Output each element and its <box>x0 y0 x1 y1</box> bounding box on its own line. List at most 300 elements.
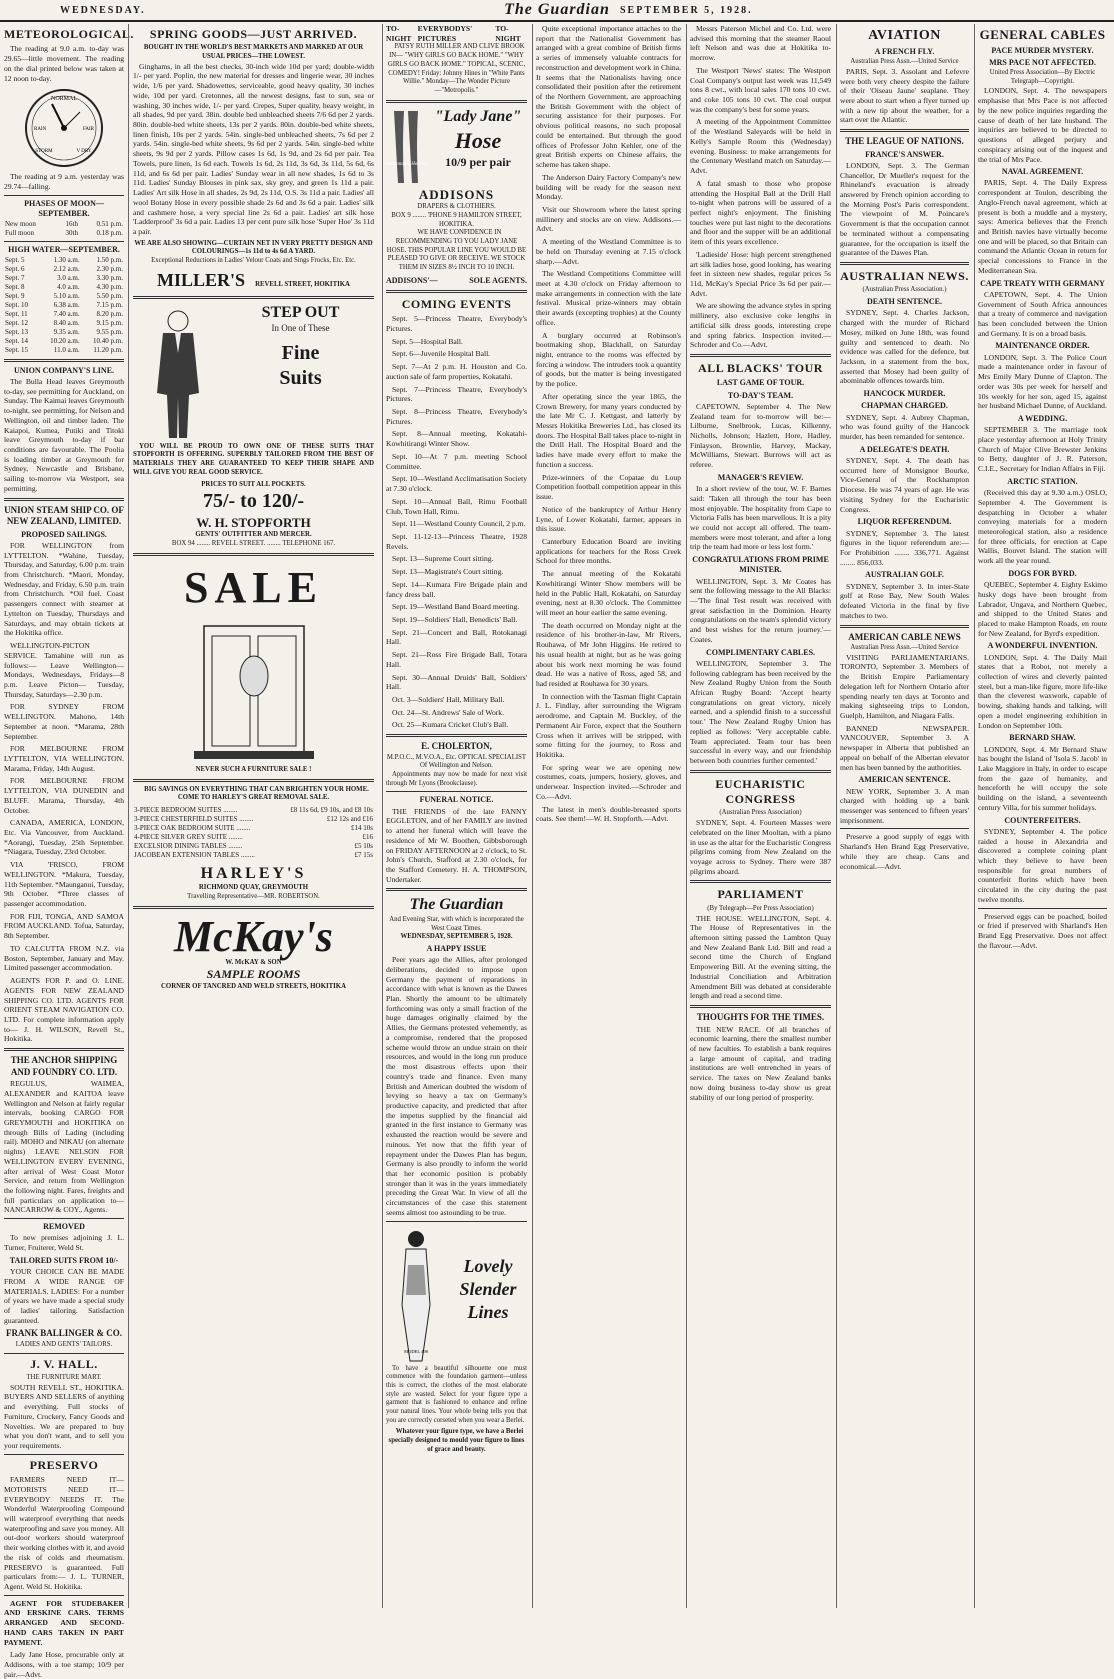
high-water-row-cell: 7.40 a.m. <box>53 310 80 318</box>
harleys-address: RICHMOND QUAY, GREYMOUTH <box>198 884 309 892</box>
col4-text1: Quite exceptional importance attaches to the report that the Nationalist Government has arranged with a great combine of British firms a series of immensely valuable contracts for reconstruction and development work in China. It seems that the Nationalists having once consolidated their position after the retirement of the Northern Government, are approaching the British Government with the object of securing assistance for their purposes. For obvious political reasons, no such proposal could be entertained. But through the good offices of Professor John Kehler, one of the great British experts on Chinese affairs, the scheme has taken shape. <box>536 24 681 170</box>
high-water-row-cell: 2.30 p.m. <box>96 265 123 274</box>
delegate-heading: A DELEGATE'S DEATH. <box>859 444 950 454</box>
lovely: Lovely <box>463 1255 513 1276</box>
col4-text8: Notice of the bankruptcy of Arthur Henry Lyne, of Lower Kokatahi, farmer, appears in this issue. <box>536 504 681 534</box>
picton-text: WELLINGTON-PICTON SERVICE. Tamahine will run as follows:— Leave Wellington— Mondays, Wednesdays, Fridays—8 p.m. Leave Picton— Tuesday, Thursday, Saturdays—2.30 p.m. <box>4 641 124 699</box>
event-item: Oct. 3—Soldiers' Hall, Military Ball. <box>392 695 505 704</box>
hose-note: Lady Jane Hose, procurable only at Addisons, with a toe stamp; 10/9 per pair.—Advt. <box>4 1650 124 1679</box>
event-item: Oct. 24—St. Andrews' Sale of Work. <box>392 707 504 717</box>
sole-agents: SOLE AGENTS. <box>469 275 527 285</box>
event-item: Sept. 5—Hospital Ball. <box>392 336 463 346</box>
golf-heading: AUSTRALIAN GOLF. <box>865 570 944 580</box>
event-item: Sept. 10—At 7 p.m. meeting School Committee. <box>386 451 527 471</box>
cables-text: WELLINGTON, September 3. The following cablegram has been received by the New Zealand Rugby Union from the South African Rugby Board: 'Accept hearty congratulations on great victory, nicely earned, and a splendid finish to a successful tour.' The New Zealand Rugby Union has replied as follows: 'Very acceptable cable. Team appreciated. Team tour has been successful in every way, and our friendship between both countries further cemented.' <box>690 658 831 766</box>
cholerton-text: Appointments may now be made for next visit through Mr Lyons (Brookclause). <box>386 771 527 787</box>
high-water-row-cell: 4.30 p.m. <box>96 283 123 292</box>
hose-legs-illustration <box>386 107 426 187</box>
congrat-text: WELLINGTON, Sept. 3. Mr Coates has sent the following message to the All Blacks:—'The final Test result was received with great satisfaction in the Dominion. Hearty congratulations on the team's splendid victory and best wishes for the return journey.'—Coates. <box>690 576 831 644</box>
high-water-row-cell: Sept. 8 <box>5 283 25 292</box>
event-item: Sept. 7—At 2 p.m. H. Houston and Co. auction sale of farm properties, Kokatahi. <box>386 362 527 381</box>
col5-text6: We are showing the advance styles in spring millinery, also exclusive coke lengths in artificial silk dress goods, interesting crepe and spring fabrics. Inspection invited.—Schroder and Co.—Advt. <box>690 301 831 350</box>
savings-text: BIG SAVINGS ON EVERYTHING THAT CAN BRIGHTEN YOUR HOME. COME TO HARLEY'S GREAT REMOVAL SALE. <box>144 785 369 802</box>
high-water-row-cell: 11.0 a.m. <box>53 345 80 354</box>
col4-text6: A burglary occurred at Robinson's bootmaking shop, Blackhall, on Saturday night, entrance to the rooms was effected by forcing a window. The intruders took a quantity of goods, but the matter is being investigated by the police. <box>536 330 681 389</box>
general-cables-heading: GENERAL CABLES <box>979 27 1106 42</box>
spring-goods-text: Ginghams, in all the best checks, 30-inch wide 10d per yard; double-width 1/- per yard. Poplin, the new material for dresses and lingerie wear, 30 inches wide, 1/6 per yard. Shadowettes, serviceable, good heavy quality, 30 inches wide, 10d per yard. Cretonnes, all the newest designs, fast to sun, sea or washing, 30 inches wide, 1/- per yard. Crepes, Super quality, heavy weight, in all shades, 9d per yard. 38in. double bed unbleached sheets 7/6 6d per 2 yards. 80in. double-bed white sheets, 13s per 2 yards. 80in. double-bed white sheets, linen finish, 10s per 2 yards. 54in. single-bed unbleached sheets, 7s 6d per 2 yards. 54in. single-bed white sheets, 9s 6d per 2 yards. 54in. single-bed white sheets, 9s 9d per 2 yards. Pillow cases 1s 6d, 1s 9d, and 2s 6d per pair. Tea Towels, pure linen, 1s 6d each. Towels 1s 6d, 2s 11d, 3s 6d, 3s 11d, 5s 6d, 6s 11d, and 6s 6d per pair. Ladies' Sunday wear in all new shades, 1s 6d to 3s 11d. Ladies' Sunday Blouses in pink sax, sky grey, and green 1s 11d a pair. Ladies' Art silk Hose in all shades, 2s 9d, 2s 11d, O.S. 3s 11d a pair. Ladies' all wool Botany Hose in every possible shade 2s 6d and 3s 6d a pair. Ladies' silk and cashmere hose, a very special line 2s 6d a pair. Ladies' art silk hose 'Ladderproof' 3s 6d a pair. Ladies 13 per cent pure silk hose 'Super Hoe' 3s 11d a pair. <box>133 61 374 236</box>
fashionable-hosiery: Fashionable Hosiery <box>384 161 428 167</box>
ballinger-name: FRANK BALLINGER & CO. <box>5 1328 122 1339</box>
corset-text: To have a beautiful silhouette one must commence with the foundation garment—unless this is correct, the clothes of the most elaborate style are wasted. Select for your figure type a garment that is fashioned to enhance and refine your natural lines. Your whole being tells you that you are correctly corseted when you wear a Berlei. <box>386 1364 527 1424</box>
cables-heading: COMPLIMENTARY CABLES. <box>705 647 816 657</box>
column-2 <box>128 24 378 1608</box>
column-6 <box>836 24 972 1608</box>
australian-heading: AUSTRALIAN NEWS. <box>840 269 969 284</box>
high-water-row-cell: 3.30 p.m. <box>96 274 123 283</box>
high-water-row-cell: Sept. 13 <box>5 327 28 336</box>
sale-item-row-cell: £14 10s <box>351 824 373 833</box>
events-list <box>386 314 527 730</box>
moon-row <box>4 220 124 229</box>
nanaimo-text: BANNED NEWSPAPER. VANCOUVER, September 3. A newspaper in Alberta that published an appeal on behalf of the Albertan elevator men has been banned by the authorities. <box>840 723 969 772</box>
millers-address: REVELL STREET, HOKITIKA <box>255 280 350 288</box>
guardian-title: The Guardian <box>409 896 504 914</box>
column-3 <box>382 24 530 1608</box>
event-item: Sept. 30—Annual Druids' Ball, Soldiers' Hall. <box>386 672 527 692</box>
high-water-row-cell: 8.20 p.m. <box>96 310 123 318</box>
col7-bottom: Preserved eggs can be poached, boiled or fried if preserved with Sharland's Hen Brand Egg Preservative. Does not affect the flavour.—Advt. <box>978 911 1107 950</box>
high-water-row <box>4 256 124 265</box>
high-water-row-cell: Sept. 12 <box>5 318 28 327</box>
invention-text: LONDON, Sept. 4. The Daily Mail states that a Robot, not merely a collection of wires and cleverly painted steel, but a man-like figure, more life-like than the cleverest waxwork, capable of bowing, shaking hands and talking, will open a model engineering exhibition in London on September 10th. <box>978 652 1107 730</box>
high-water-row-cell: Sept. 7 <box>5 274 25 283</box>
event-item: Sept. 14—Kumara Fire Brigade plain and fancy dress ball. <box>386 579 527 599</box>
preservo-text: FARMERS NEED IT—MOTORISTS NEED IT—EVERYBODY NEEDS IT. The Wonderful Waterproofing Compound will waterproof everything that needs waterproofing and save you money. All out-door workers should waterproof their working clothes with it, and avoid the risk of colds and rheumatism. PRESERVO is guaranteed. Full particulars from:— J. L. TURNER, Agent. Weld St. Hokitika. <box>4 1475 124 1591</box>
col4-text7: After operating since the year 1865, the Crown Brewery, for many years conducted by the late Mr C. J. Kettgast, and latterly by Messrs Hokitika Breweries Ltd., has closed its doors. The Hospital Ball takes place to-night in the Drill Hall. The Hospital Board and the ladies have made every effort to make the function a success. <box>536 391 681 469</box>
wardrobe-illustration <box>134 616 374 766</box>
event-item: Sept. 19—Westland Band Board meeting. <box>392 602 520 612</box>
col4-text14: The latest in men's double-breasted sports coats. See them!—W. H. Stopforth.—Advt. <box>536 804 681 824</box>
parl-text: THE HOUSE. WELLINGTON, Sept. 4. The House of Representatives in the afternoon sitting passed the Lambton Quay and New Zealand Bank Ltd. Bill and read a second time the Church of England Empowering Bill. At the evening sitting, the Industrial Conciliation and Arbitration Amendment Bill was debated at considerable length and read a second time. <box>690 913 831 1001</box>
col4-prize: Prize-winners of the Copatae du Loup Competition football competition appear in this issue. <box>536 472 681 502</box>
suits-text: Suits <box>279 367 322 390</box>
league-sub: FRANCE'S ANSWER. <box>865 149 944 159</box>
high-water-row-cell: 9.55 p.m. <box>96 327 123 336</box>
dial-storm-label: STORM <box>35 149 53 155</box>
sale-item-row-cell: 4-PIECE SILVER GREY SUITE ........ <box>134 833 243 842</box>
todays-team: TO-DAY'S TEAM. <box>727 390 794 400</box>
coming-events-heading: COMING EVENTS <box>401 296 512 311</box>
high-water-row-cell: 1.50 p.m. <box>96 256 123 265</box>
high-water-row-cell: 5.50 p.m. <box>96 292 123 301</box>
last-game: LAST GAME OF TOUR. <box>716 378 805 388</box>
never-such: NEVER SUCH A FURNITURE SALE ! <box>195 766 312 774</box>
high-water-row-cell: Sept. 14 <box>5 336 28 345</box>
dial-fair-label: FAIR <box>82 127 94 133</box>
high-water-row <box>4 301 124 310</box>
col4-text13: For spring wear we are opening new costumes, coats, jumpers, hosiery, gloves, and underwear. Inspection invited.—Schroder and Co.—Advt. <box>536 762 681 801</box>
tonight-left: TO-NIGHT <box>386 24 412 43</box>
event-item: Sept. 7—Princess Theatre, Everybody's Pictures. <box>386 384 527 404</box>
high-water-row <box>4 292 124 301</box>
high-water-row-cell: 9.35 a.m. <box>53 327 80 336</box>
spring-goods-sub: BOUGHT IN THE WORLD'S BEST MARKETS AND MARKED AT OUR USUAL PRICES—THE LOWEST. <box>143 44 364 61</box>
sale-item-row-cell: £8 11s 6d, £9 10s, and £8 10s <box>290 806 373 815</box>
moon-row-cell: 16th <box>65 220 78 229</box>
fine-text: Fine <box>281 341 320 364</box>
shaw-heading: BERNARD SHAW. <box>1009 733 1076 743</box>
shaw-text: LONDON, Sept. 4. Mr Bernard Shaw has bought the Island of 'Isola S. Jacob' in Lake Maggiore in Italy, in order to escape from the gaze of humanity, and henceforth he will occupy the sole building on the island, a seventeenth century Villa, for his summer holidays. <box>978 744 1107 812</box>
spring-goods-heading: SPRING GOODS—JUST ARRIVED. <box>149 27 358 41</box>
frisco-text: VIA 'FRISCO, FROM WELLINGTON. *Makura, Tuesday, 11th September. *Maunganui, Tuesday, 9th October. *Three classes of passenger accommodation. <box>4 860 124 909</box>
col4-text10: The annual meeting of the Kokatahi Kowhitirangi Winter Show members will be held in the Public Hall, Kokatahi, on Saturday evening, next at 8.30 o'clock. The Committee will meet an hour earlier the same evening. <box>536 569 681 617</box>
prices-suit: PRICES TO SUIT ALL POCKETS. <box>201 480 306 488</box>
sentence-text: NEW YORK, September 3. A man charged with holding up a bank messenger was sentenced to fifteen years' imprisonment. <box>840 786 969 825</box>
col5-text5: 'Ladieside' Hose: high percent strengthened art silk ladies hose, good looking, has wearing feet in sixteen new shades, regular prices 5s 11d, McKay's Special Price 3s 6d per pair.—Advt. <box>690 249 831 298</box>
col5-text4: A fatal smash to those who propose attending the Hospital Ball at the Drill Hall to-night when patrons will be assured of a perfect night's enjoyment. The finishing touches were put last night to the decorations and floor and the supper will be an additional item of this years excellence. <box>690 178 831 247</box>
union-line-heading: UNION COMPANY'S LINE. <box>13 365 115 375</box>
high-water-row-cell: 4.0 a.m. <box>57 283 80 292</box>
gen-sub: United Press Association—By Electric Telegraph—Copyright. <box>989 69 1096 85</box>
corset-illustration <box>386 1225 446 1365</box>
melbourne-text: FOR MELBOURNE FROM LYTTELTON, VIA WELLINGTON. Marama, Friday, 14th August. <box>4 744 124 773</box>
step-out: STEP OUT <box>261 303 340 321</box>
sale-item-row <box>133 806 374 815</box>
event-item: Sept. 11—Westland County Council, 2 p.m. <box>392 519 526 529</box>
guardian-sub: And Evening Star, with which is incorporated the West Coast Times. <box>389 915 524 932</box>
preservo-heading: PRESERVO <box>29 1457 99 1472</box>
removed-text: To new premises adjoining J. L. Turner, Fruiterer, Weld St. <box>4 1233 124 1253</box>
masthead-title: The Guardian <box>504 1 610 18</box>
naval-text: PARIS, Sept. 4. The Daily Express correspondent at Toulon, describing the Anglo-French naval agreement, which at present is both a muddle and a mystery, says: America believes that the French and British navies have virtually become one and will be placed, so that Britain can command the Atlantic Ocean in return for special concessions to France in the Mediterranean Sea. <box>978 178 1107 275</box>
high-water-row-cell: 8.40 a.m. <box>53 318 80 327</box>
addisons-name: ADDISONS <box>418 186 495 202</box>
death-text: SYDNEY, Sept. 4. Charles Jackson, charged with the murder of Richard Mosey, milked on June 18th, was found guilty and sentenced to death. No evidence was called for the defence, but Jackson, in a statement from the box, asserted that Mosey had been guilty of abominable offences towards him. <box>840 308 969 386</box>
removed-heading: REMOVED <box>43 1222 85 1232</box>
moon-row <box>4 229 124 238</box>
pace-heading: PACE MURDER MYSTERY. <box>991 45 1094 55</box>
sydney-text: FOR SYDNEY FROM WELLINGTON. Mahono, 14th September at noon. *Marama, 28th September. <box>4 702 124 741</box>
hancock-heading: HANCOCK MURDER. <box>863 389 946 399</box>
death-sentence: DEATH SENTENCE. <box>867 297 942 307</box>
wedding-text: SEPTEMBER 3. The marriage took place yesterday afternoon at Holy Trinity Church of Major Clive Brewster Jenkins to Betty, daughter of J. R. Paterson, C.I.E., Secretary for Indian Affairs in Fiji. <box>978 425 1107 474</box>
col4-text4: A meeting of the Westland Committee is to be held on Thursday evening at 7.15 o'clock sharp.—Advt. <box>536 237 681 266</box>
high-water-row-cell: 5.10 a.m. <box>53 292 80 301</box>
high-water-row-cell: 10.20 a.m. <box>50 336 80 345</box>
event-item: Sept. 10—Westland Acclimatisation Society at 7.30 o'clock. <box>386 474 527 494</box>
high-water-row-cell: 9.15 p.m. <box>96 318 123 327</box>
high-water-row-cell: Sept. 5 <box>5 256 25 265</box>
sale-item-row <box>133 824 374 833</box>
event-item: Sept. 8—Annual meeting, Kokatahi-Kowhitirangi Winter Show. <box>386 429 527 449</box>
addisons-box: BOX 9 ........ 'PHONE 9 HAMILTON STREET, HOKITIKA. <box>391 211 522 228</box>
high-water-row-cell: 6.38 a.m. <box>53 301 80 310</box>
col5-text3: A meeting of the Appointment Committee of the Westland Saleyards will be held in Kelly's Sample Room this (Wednesday) evening. Business: to make arrangements for the Centenary Westland match on Saturday.—Advt. <box>690 117 831 176</box>
sale-item-row-cell: £5 10s <box>354 841 373 850</box>
stopforth-sub: GENTS' OUTFITTER AND MERCER. <box>195 531 312 539</box>
col5-text2: The Westport 'News' states: The Westport Coal Company's output last week was 11,549 tons 8 cwt., with local sales 170 tons 10 cwt. and coke 105 tons 10 cwt. The coal output was the company's best for some years. <box>690 65 831 114</box>
maint-text: LONDON, Sept. 3. The Police Court made a maintenance order in favour of Mrs Emily Mary Dunne of Clapton. The order was 30s per week for herself and 10s weekly for her son, aged 15, against her husband Michael Dunne, of Auckland. <box>978 352 1107 411</box>
am-text: VISITING PARLIAMENTARIANS. TORONTO, September 3. Members of the British Empire Parliamentary delegation left for Northern Ontario after spending nearly ten days at Toronto and making sightseeing trips to London, Guelph, Hamilton, and Niagara Falls. <box>840 652 969 721</box>
hose-price: 10/9 per pair <box>445 155 511 170</box>
fiji-text: FOR FIJI, TONGA, AND SAMOA FROM AUCKLAND. Tofua, Saturday, 8th September. <box>4 911 124 941</box>
av-sub: Australian Press Assn.—United Service <box>850 58 959 66</box>
parliament-heading: PARLIAMENT <box>717 887 804 902</box>
moon-row-cell: Full moon <box>5 229 34 238</box>
high-water-row-cell: Sept. 6 <box>5 265 25 274</box>
calcutta-text: TO CALCUTTA FROM N.Z. via Boston, September, January and May. Limited passenger accommodation. <box>4 943 124 973</box>
liquor-text: SYDNEY, September 3. The latest figures in the liquor referendum are:— For Prohibition ........ 336,771. Against ........ 856,033. <box>840 528 969 567</box>
sale-item-row-cell: EXCELSIOR DINING TABLES ........ <box>134 841 243 850</box>
congrat-heading: CONGRATULATIONS FROM PRIME MINISTER. <box>692 555 829 575</box>
high-water-table <box>4 256 124 354</box>
hall-sub: THE FURNITURE MART. <box>26 1373 102 1381</box>
high-water-row <box>4 328 124 337</box>
event-item: Sept. 21—Concert and Ball, Rotokanagi Hall. <box>386 627 527 647</box>
league-heading: THE LEAGUE OF NATIONS. <box>845 136 964 147</box>
column-4 <box>532 24 684 1608</box>
maintenance-heading: MAINTENANCE ORDER. <box>995 341 1090 351</box>
lines: Lines <box>467 1301 509 1322</box>
corset-note: Whatever your figure type, we have a Berlei specially designed to mould your figure to lines of grace and beauty. <box>388 1428 525 1453</box>
dial-vdry-label: V DRY <box>76 149 92 155</box>
dial-rain-label: RAIN <box>34 127 47 133</box>
anchor-heading: THE ANCHOR SHIPPING AND FOUNDRY CO. LTD. <box>10 1055 118 1077</box>
high-water-row-cell: Sept. 10 <box>5 301 28 310</box>
sale-item-row-cell: 3-PIECE CHESTERFIELD SUITES ........ <box>134 815 254 824</box>
usc-heading: UNION STEAM SHIP CO. OF NEW ZEALAND, LIMITED. <box>4 504 124 527</box>
confidence-text: WE HAVE CONFIDENCE IN RECOMMENDING TO YOU LADY JANE HOSE. THIS POPULAR LINE YOU WOULD BE PLEASED TO GIVE OR RECEIVE. WE STOCK THEM IN SIZES 8½ INCH TO 10 INCH. <box>386 229 527 271</box>
column-7 <box>974 24 1110 1608</box>
happy-issue-text: Peer years ago the Allies, after prolonged deliberations, decided to impose upon Germany the payment of reparations in accordance with what is known as the Dawes Plan. Shortly the amount to be ultimately forthcoming was only a small fraction of the huge damages originally claimed by the Allies, the Germans protested vehemently, as a compromise, rendered that the proposed scheme would throw an undue strain on their resources, and would in the long run produce the most disastrous effects upon their country's trade and finance. Even many British and American doubted the wisdom of levying so heavy a tax on Germany's productive capacity, and predicted that after the impetus supplied by the financial aid granted in the first instance to Germany was exhausted the reaction would be severe and ruinous. Yet now that the fifth year of repayment under the Dawes Plan has begun, Germany is also proudly to inform the world that her economic position is probably stronger than it was in the years immediately preceding the Great War. In view of all the circumstances of the case this statement seems almost too astounding to be true. <box>386 955 527 1217</box>
all-blacks-heading: ALL BLACKS' TOUR <box>698 361 823 375</box>
counterfeiters-heading: COUNTERFEITERS. <box>1004 815 1081 825</box>
naval-heading: NAVAL AGREEMENT. <box>1001 167 1084 177</box>
mckay-address: CORNER OF TANCRED AND WELD STREETS, HOKITIKA <box>161 982 346 990</box>
moon-row-cell: 0.18 p.m. <box>96 229 123 238</box>
sale-item-row-cell: £16 <box>362 833 373 842</box>
happy-issue-heading: A HAPPY ISSUE <box>426 943 487 953</box>
guardian-date: WEDNESDAY, SEPTEMBER 5, 1928. <box>400 933 513 941</box>
high-water-row-cell: 10.40 p.m. <box>93 336 123 345</box>
hall-text: SOUTH REVELL ST., HOKITIKA. BUYERS AND SELLERS of anything and everything. Full stocks of Furniture, Crockery, Fancy Goods and Novelties. We are prepared to buy what you don't want, and to sell you your requirements. <box>4 1382 124 1450</box>
anchor-text: REGULUS, WAIMEA, ALEXANDER and KAITOA leave Wellington and Nelson at fairly regular intervals, booking CARGO FOR GREYMOUTH and HOKITIKA on through Bills of Lading (including rail). MOHO and NIKAU (on alternate nights) LEAVE NELSON FOR WELLINGTON EVERY EVENING, after arrival of West Coast Motor Service, and return from Wellington the following night. Fares, freights and full particulars on application to— NANCARROW & COY., Agents. <box>4 1079 124 1215</box>
lady-jane: "Lady Jane" <box>434 107 522 125</box>
high-water-row <box>4 310 124 319</box>
studebaker-text: AGENT FOR STUDEBAKER AND ERSKINE CARS. TERMS ARRANGED AND SECOND-HAND CARS TAKEN IN PART PAYMENT. <box>4 1598 124 1647</box>
arctic-text: (Received this day at 9.30 a.m.) OSLO, September 4. The Government is despatching in October a whaler conveying materials for a modern meteorological station, also a residence for three officials, for erection at Cape Wallis, Bouvet Island. The station will work all the year round. <box>978 488 1107 566</box>
col4-text2: The Anderson Dairy Factory Company's new building will be ready for the season next Monday. <box>536 172 681 202</box>
sale-item-row-cell: £7 15s <box>354 850 373 859</box>
high-water-heading: HIGH WATER—SEPTEMBER. <box>8 245 120 255</box>
meteorological-heading: METEOROLOGICAL. <box>4 27 134 41</box>
slender: Slender <box>459 1278 517 1299</box>
masthead-day: WEDNESDAY. <box>60 4 146 16</box>
high-water-row-cell: 1.30 a.m. <box>53 256 80 265</box>
event-item: Sept. 11-12-13—Princess Theatre, 1928 Revels. <box>386 531 527 551</box>
mckay-logo: McKay's <box>174 911 333 961</box>
high-water-row <box>4 319 124 328</box>
reductions-text: Exceptional Reductions in Ladies' Velour Coats and Sings Frocks, Etc. Etc. <box>151 257 356 265</box>
funeral-text: THE FRIENDS of the late FANNY EGGLETON, and of her FAMILY are invited to attend her funeral which will leave the residence of Mr W. Boothen, Gibbsborough on FRIDAY AFTERNOON at 2 o'clock, to St. John's Church, Stafford at 2.30 o'clock, for the Stafford Cemetery. H. A. THOMPSON, Undertaker. <box>386 806 527 884</box>
sale-item-row <box>133 815 374 824</box>
high-water-row-cell: Sept. 11 <box>5 310 28 318</box>
sale-heading: SALE <box>184 562 323 612</box>
moon-table <box>4 220 124 238</box>
invention-heading: A WONDERFUL INVENTION. <box>987 641 1098 651</box>
counter-text: SYDNEY, September 4. The police raided a house in Alexandria and discovered a complete coining plant which they believe to have been responsible for great numbers of counterfeit florins which have been circulated in the city during the past twelve months. <box>978 826 1107 904</box>
parl-sub: (By Telegraph—Per Press Association) <box>707 904 814 912</box>
masthead-date: SEPTEMBER 5, 1928. <box>620 4 753 16</box>
proposed-sailings: PROPOSED SAILINGS. <box>21 529 107 539</box>
col6-bottom: Preserve a good supply of eggs with Sharland's Hen Brand Egg Preservative, while they are cheap. Cans and economical.—Advt. <box>840 832 969 871</box>
moon-heading: PHASES OF MOON—SEPTEMBER. <box>24 198 104 218</box>
col4-text11: The death occurred on Monday night at the residence of his brother-in-law, Mr Rivers, Rouhawa, of Mr John Higgins. He retired to his usual health at night, but as he was going about his work next morning he was found dead. He was a native of Ross, aged 58, and had resided at Rouhawa for 30 years. <box>536 620 681 688</box>
manager-review-text: In a short review of the tour, W. F. Barnes said: 'Taken all through the tour has been most enjoyable. The hospitality from Cape to Victoria Falls has been marvellous. It is a pity we could not accept all offered. The team-members were most tolerant, and after a long trip the team had more or less lost form.' <box>690 484 831 552</box>
golf-text: SYDNEY, September 3. In inter-State golf at Rose Bay, New South Wales defeated Victoria in the final by five matches to two. <box>840 581 969 620</box>
high-water-row-cell: Sept. 15 <box>5 345 28 354</box>
event-item: Sept. 8—Princess Theatre, Everybody's Pictures. <box>386 407 527 426</box>
euch-sub: (Australian Press Association) <box>719 809 802 817</box>
league-text: LONDON, Sept. 3. The German Chancellor, Dr Mueller's request for the Rhineland's evacuation is already answered by French opinion according to the Morning Post's Paris correspondent. The viewpoint of M. Poincare's Government is that the occupation cannot be terminated without a compensating guarantee, for the occupation is itself the guarantee of the Dawes Plan. <box>840 160 969 258</box>
suit-text: YOU WILL BE PROUD TO OWN ONE OF THESE SUITS THAT STOPFORTH IS OFFERING. SUPERBLY TAILORED FROM THE BEST OF MATERIALS THEY ARE GUARANTEED TO KEEP THEIR SHAPE AND WILL GIVE YOU REAL GOOD SERVICE. <box>133 442 374 476</box>
col4-text9: Canterbury Education Board are inviting applications for teachers for the Ross Creek School for three months. <box>536 536 681 566</box>
col4-text3: Visit our Showroom where the latest spring millinery and stocks are on view. Addisons.—Advt. <box>536 204 681 234</box>
sale-item-row-cell: JACOBEAN EXTENSION TABLES ........ <box>134 850 255 859</box>
curtain-text: WE ARE ALSO SHOWING—CURTAIN NET IN VERY PRETTY DESIGN AND COLOURINGS—1s 11d to 4s 6d A YARD. <box>134 239 373 256</box>
wedding-heading: A WEDDING. <box>1017 414 1068 424</box>
american-heading: AMERICAN CABLE NEWS <box>848 631 961 642</box>
dial-normal-label: NORMAL <box>50 96 78 103</box>
cholerton-sub: M.P.O.C., M.V.O.A., Etc. OPTICAL SPECIALIST Of Wellington and Nelson. <box>386 753 527 770</box>
column-1 <box>4 24 134 1679</box>
drapers: DRAPERS & CLOTHIERS. <box>417 203 496 211</box>
sale-items-table <box>133 806 374 860</box>
mrs-pace: MRS PACE NOT AFFECTED. <box>989 57 1096 67</box>
harleys-rep: Travelling Representative—MR. ROBERTSON. <box>187 893 320 901</box>
sale-item-row <box>133 842 374 851</box>
sale-item-row-cell: 3-PIECE OAK BEDROOM SUITE ........ <box>134 824 251 833</box>
suit-man-illustration <box>133 303 223 443</box>
sale-item-row <box>133 851 374 860</box>
manager-review: MANAGER'S REVIEW. <box>717 472 804 482</box>
addisons-footer: ADDISONS'— <box>386 275 438 285</box>
funeral-heading: FUNERAL NOTICE. <box>419 795 494 805</box>
price-range: 75/- to 120/- <box>202 490 305 513</box>
am-sub: Australian Press Assn.—United Service <box>850 644 959 652</box>
union-line-text: The Bulla Head leaves Greymouth to-day, see permitting for Auckland, on Sunday. The Kaimai leaves Greymouth to-night, see permitting, for Nelson and Wellington, oil and timber laden. The Kaiapoi, Kumea, Putiki and Titoki leave Greymouth to-day if bar conditions are favourable. The Poolia is loading timber at Greymouth for Sydney, Newcastle and Brisbane, sailing to-morrow via Westport, sea permitting. <box>4 377 124 493</box>
moon-row-cell: 30th <box>65 229 78 238</box>
harleys-name: HARLEY'S <box>200 864 307 882</box>
sale-item-row-cell: 3-PIECE BEDROOM SUITES ........ <box>134 806 238 815</box>
thoughts-heading: THOUGHTS FOR THE TIMES. <box>696 1012 825 1022</box>
high-water-row <box>4 337 124 346</box>
pictures-text: PATSY RUTH MILLER AND CLIVE BROOK IN— "WHY GIRLS GO BACK HOME." "WHY GIRLS GO BACK HOME." TOPICAL, SCENIC, COMEDY! Friday: Johnny Hines in "White Pants Willie." Monday—The Wonder Picture—"Metropolis." <box>387 43 526 94</box>
event-item: Sept. 6—Juvenile Hospital Ball. <box>392 349 491 359</box>
barometer-dial <box>22 86 106 170</box>
pictures-bar <box>386 24 527 43</box>
high-water-row <box>4 274 124 283</box>
high-water-row-cell: 3.0 a.m. <box>57 274 80 283</box>
tailor-text: YOUR CHOICE CAN BE MADE FROM A WIDE RANGE OF MATERIALS. LADIES: For a number of years we have made a special study of ladies' tailoring. Satisfaction guaranteed. <box>4 1267 124 1325</box>
chapman-heading: CHAPMAN CHARGED. <box>861 401 948 411</box>
sale-item-row <box>133 833 374 842</box>
hancock-text: SYDNEY, Sept. 4. Aubrey Chapman, who was found guilty of the Hancock murder, has been remanded for sentence. <box>840 412 969 442</box>
thoughts-text: THE NEW RACE. Of all branches of economic learning, there the smallest number of new faculties. To establish a bank requires a large amount of capital, and trading institutions are well entrenched in years of service. The taxes on New Zealand banks now doing business to-day show us great stability of our long period of prosperity. <box>690 1024 831 1102</box>
melbourne2-text: FOR MELBOURNE FROM LYTTELTON, VIA DUNEDIN and BLUFF. Marama, Thursday, 4th October. <box>4 776 124 815</box>
high-water-row-cell: 11.20 p.m. <box>93 345 123 354</box>
column-5 <box>686 24 834 1608</box>
high-water-row-cell: Sept. 9 <box>5 292 25 301</box>
moon-row-cell: New moon <box>5 220 36 229</box>
cholerton-name: E. CHOLERTON, <box>421 741 492 752</box>
masthead <box>0 0 1114 22</box>
millers-name: MILLER'S <box>157 269 246 290</box>
liquor-heading: LIQUOR REFERENDUM. <box>857 517 952 527</box>
delegate-text: SYDNEY, Sept. 4. The death has occurred here of Monsignor Bourke, Vice-General of the Rockhampton Diocese. He was 74 years of age. He was visiting Sydney for the Eucharistic Congress. <box>840 455 969 514</box>
event-item: Sept. 10—Annual Ball, Rimu Football Club, Town Hall, Rimu. <box>386 496 527 516</box>
dogs-heading: DOGS FOR BYRD. <box>1008 568 1077 578</box>
event-item: Sept. 5—Princess Theatre, Everybody's Pictures. <box>386 314 527 333</box>
all-blacks-text: CAPETOWN, September 4. The New Zealand team for to-morrow will be:—Lilburne, Snelbrook, Lucas, Kilkenny, Nicholls, Johnson; Hazlett, Hore, Hadley, Finlayson, Brownlie, Harvey, Mackay, McWilliams, Stewart. Burrows will act as referee. <box>690 401 831 470</box>
sale-item-row-cell: £12 12s and £16 <box>326 815 373 824</box>
model-number: MODEL 498 <box>404 1348 428 1354</box>
euch-text: SYDNEY, Sept. 4. Fourteen Masses were celebrated on the liner Mooltan, with a piano in use as the altar for the Eucharistic Congress pilgrims coming from New Zealand on the voyage across to Sydney. There were 387 pilgrims aboard. <box>690 818 831 876</box>
step-in: In One of These <box>271 323 330 334</box>
high-water-row <box>4 346 124 355</box>
canada-text: CANADA, AMERICA, LONDON, Etc. Via Vancouver, from Auckland. *Aorangi, Tuesday, 25th September. *Niagara, Tuesday, 23rd October. <box>4 818 124 857</box>
high-water-row <box>4 283 124 292</box>
cape-text: CAPETOWN, Sept. 4. The Union Government of South Africa announces that a treaty of commerce and navigation has been concluded between the Union and Germany. It is on a broad basis. <box>978 289 1107 338</box>
hose-word: Hose <box>454 128 502 154</box>
hall-name: J. V. HALL. <box>30 1356 98 1371</box>
sailings-text: FOR WELLINGTON from LYTTELTON. *Wahine, Tuesday, Thursday, and Saturday, 6.00 p.m. train from Christchurch. *Maori, Monday, Wednesday, and Friday, 6.50 p.m. train from Christchurch. *Oil fuel. Coast passengers connect with steamer at Lyttelton on Tuesday, Thursdays and Saturdays, and may obtain tickets at the Hokitika office. <box>4 540 124 638</box>
agents-text: AGENTS FOR P. and O. LINE. AGENTS FOR NEW ZEALAND SHIPPING CO. LTD. AGENTS FOR ORIENT STEAM NAVIGATION CO. LTD. For complete information apply to— J. H. WILSON, Revell St., Hokitika. <box>4 976 124 1044</box>
everybodys-pictures: EVERYBODYS' PICTURES <box>417 24 473 43</box>
col5-text1: Messrs Paterson Michel and Co. Ltd. were advised this morning that the steamer Raoul left Nelson and was due at Hokitika to-morrow. <box>690 24 831 63</box>
high-water-row-cell: 2.12 a.m. <box>53 265 80 274</box>
event-item: Sept. 19—Soldiers' Hall, Benedicts' Ball. <box>392 614 518 624</box>
meteorological-yesterday: The reading at 9 a.m. yesterday was 29.74—falling. <box>4 172 124 191</box>
event-item: Sept. 13—Magistrate's Court sitting. <box>392 567 504 577</box>
col4-text12: In connection with the Tasman flight Captain J. L. Findlay, after surrounding the Wigram aerodrome, and Captain M. Buckley, of the Permanent Air Force, expect that the Southern Cross when it arrives will be stripped, with some fitting for the journey, to Ross and Hokitika. <box>536 691 681 760</box>
stopforth-address: BOX 94 ........ REVELL STREET. ........ TELEPHONE 167. <box>171 540 336 548</box>
stopforth-name: W. H. STOPFORTH <box>196 514 311 530</box>
tailored-heading: TAILORED SUITS FROM 10/- <box>9 1255 119 1265</box>
dogs-text: QUEBEC, September 4. Eighty Eskimo husky dogs have been brought from Labrador, Ungava, and Northern Quebec, and shipped to the United States and placed to make Hampton Roads, en route for New Zealand, for Byrd's expedition. <box>978 580 1107 638</box>
arctic-heading: ARCTIC STATION. <box>1007 476 1078 486</box>
moon-row-cell: 0.51 p.m. <box>96 220 123 229</box>
cape-heading: CAPE TREATY WITH GERMANY <box>980 278 1105 288</box>
aus-sub: (Australian Press Association.) <box>862 286 947 294</box>
tonight-right: TO-NIGHT <box>495 24 521 43</box>
ballinger-sub: LADIES AND GENTS' TAILORS. <box>15 1340 113 1348</box>
eucharistic-heading: EUCHARISTIC CONGRESS <box>715 776 806 807</box>
pace-text: LONDON, Sept. 4. The newspapers emphasise that Mrs Pace is not affected by the new police inquiries regarding the cause of death of her late husband. The inquiries are believed to be directed to questions of alleged perjury and conspiracy arising out of the inquest and the trial of Mrs Pace. <box>978 86 1107 164</box>
aviation-heading: AVIATION <box>868 28 941 43</box>
high-water-row-cell: 7.15 p.m. <box>96 301 123 310</box>
french-fly: A FRENCH FLY. <box>874 46 935 56</box>
col4-text5: The Westland Competitions Committee will meet at 4.30 o'clock on Friday afternoon to make arrangements in connection with the late festival. Musical prize-winners may obtain their awards (excepting trophies) at the County office. <box>536 269 681 327</box>
high-water-row <box>4 265 124 274</box>
meteorological-text: The reading at 9.0 a.m. to-day was 29.65—little movement. The reading on the dial printed below was taken at 12 noon to-day. <box>4 44 124 83</box>
sentence-heading: AMERICAN SENTENCE. <box>858 775 951 785</box>
mckay-sub: W. McKAY & SON <box>225 958 282 966</box>
event-item: Sept. 21—Ross Fire Brigade Ball, Totara Hall. <box>386 650 527 669</box>
sample-rooms: SAMPLE ROOMS <box>206 967 301 982</box>
event-item: Oct. 25—Kumara Cricket Club's Ball. <box>392 720 509 730</box>
av-text: PARIS, Sept. 3. Assolant and Lefevre were both very cheery despite the failure of their 'Oiseau Jaune' seaplane. They were about to start when a flyer turned up with a new tip about the weather, for a start over the Atlantic. <box>840 66 969 125</box>
